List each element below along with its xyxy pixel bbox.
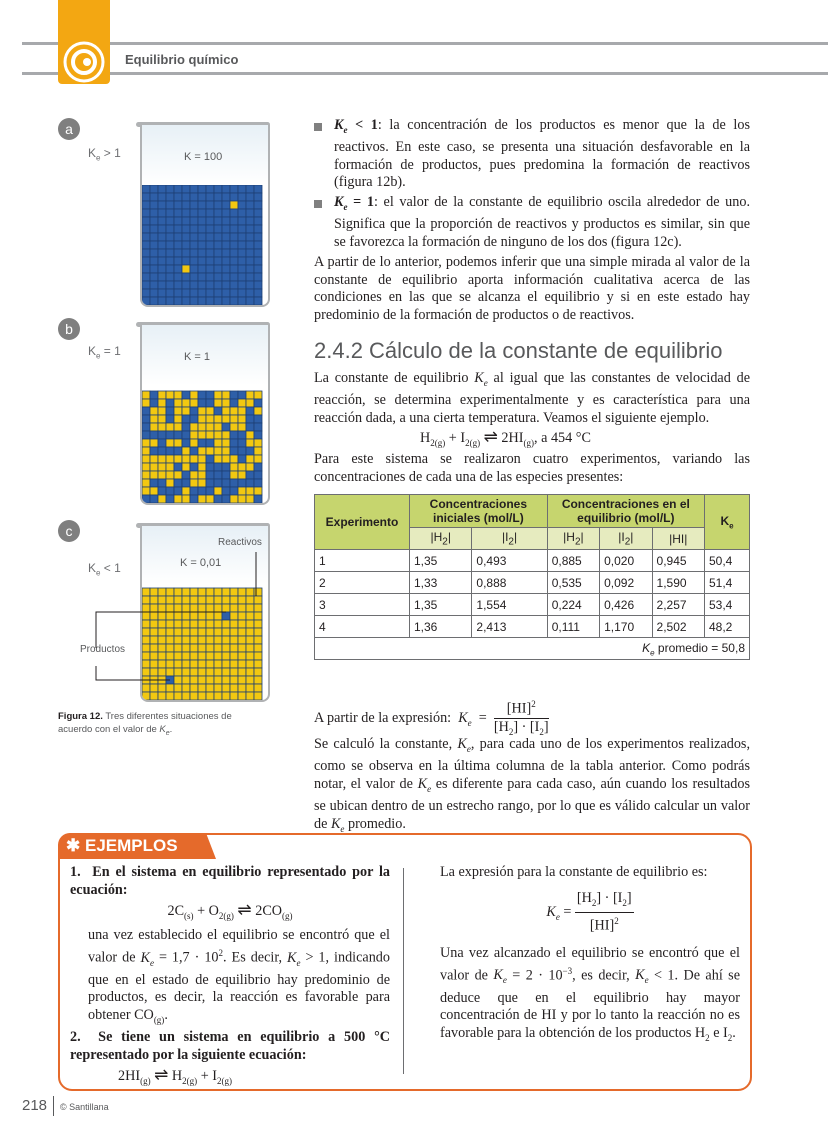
table-cell: 1,170 — [600, 616, 652, 638]
table-row — [315, 594, 750, 616]
examples-title: EJEMPLOS — [84, 836, 178, 855]
bullet-ke-equal-one: $K_e = 1$: el valor de la constante de equilibrio oscila alrededor de uno. Significa que la proporción de reactivos y productos es similar, sin que se favorezca la formación de ninguno de los dos (figura 12c). — [334, 194, 750, 250]
table-cell: 0,426 — [600, 594, 652, 616]
table-cell: 1 — [315, 550, 410, 572]
figure-b-label: b — [58, 318, 80, 340]
table-cell: 48,2 — [705, 616, 750, 638]
reaction-equation: $H_{2(g)} + I_{2(g)}$ ⇌ $2HI_{(g)}$, a 454 °C — [420, 427, 591, 448]
copyright: © Santillana — [60, 1101, 109, 1112]
table-cell: 1,36 — [410, 616, 472, 638]
table-cell: 1,35 — [410, 594, 472, 616]
example-1-equation: $2C_{(s)} + O_{2(g)}$ ⇌ $2CO_{(g)}$ — [167, 900, 293, 921]
table-cell: 0,535 — [547, 572, 599, 594]
paragraph-calculation: Se calculó la constante, $K_e$, para cada uno de los experimentos realizados, como se observa en la última columna de la tabla anterior. Como podrás notar, el valor de $K_e$ es diferente para cada caso, aún cuando los resultados se ubican dentro de un estrecho rango, por lo que es válido calcular un valor de $K_e$ promedio. — [314, 736, 751, 834]
equilibrium-table — [314, 494, 750, 660]
bullet-marker — [314, 200, 322, 208]
examples-header — [58, 833, 206, 859]
beaker-c-k-value: K = 0,01 — [180, 557, 222, 569]
subheader-hi: |HI| — [652, 528, 704, 550]
table-cell: 1,590 — [652, 572, 704, 594]
figure-c-k-label: $K_e < 1$ — [88, 561, 121, 578]
molecule-grid — [142, 185, 268, 305]
col-initial-header: Concentraciones iniciales (mol/L) — [410, 495, 548, 528]
header-rule-top — [22, 42, 828, 45]
table-cell: 0,092 — [600, 572, 652, 594]
bullet-marker — [314, 123, 322, 131]
figure-caption: Figura 12. Tres diferentes situaciones de acuerdo con el valor de $K_e$. — [58, 711, 232, 737]
table-cell: 53,4 — [705, 594, 750, 616]
header-title: Equilibrio químico — [125, 52, 239, 67]
header-rule-bottom — [22, 72, 828, 75]
table-row — [315, 572, 750, 594]
table-cell: 2,502 — [652, 616, 704, 638]
figure-a-k-label: $K_e > 1$ — [88, 146, 121, 163]
subheader-i2: $|I_2|$ — [472, 528, 547, 550]
asterisk-icon: ✱ — [66, 836, 81, 855]
example-right-column: La expresión para la constante de equilibrio es: $K_e$ = $\frac{[H_2] \cdot [I_2]}{[HI]^2}$ Una vez alcanzado el equilibrio se encontró que el valor de $K_e = 2 \cdot 10^{-3}$, es decir, $K_e < 1$. De ahí se deduce que en el equilibrio hay mayor concentración de HI y por lo tanto la reacción no es favorable para la obtención de los productos $H_2$ e $I_2$. — [440, 864, 740, 1043]
table-cell: 2,413 — [472, 616, 547, 638]
footer — [22, 1096, 109, 1116]
table-cell: 0,224 — [547, 594, 599, 616]
table-cell: 4 — [315, 616, 410, 638]
example-2-equation: $2HI_{(g)}$ ⇌ $H_{2(g)} + I_{2(g)}$ — [118, 1065, 232, 1087]
reactivos-label: Reactivos — [218, 537, 262, 548]
expression-line: A partir de la expresión: $K_e$ = $\frac{[HI]^2}{[H_2] \cdot [I_2]}$ — [314, 696, 750, 742]
table-cell: 0,888 — [472, 572, 547, 594]
table-cell: 0,493 — [472, 550, 547, 572]
col-experiment-header: Experimento — [315, 495, 410, 550]
table-row — [315, 550, 750, 572]
table-cell: 0,020 — [600, 550, 652, 572]
table-cell: 1,554 — [472, 594, 547, 616]
molecule-grid — [142, 385, 268, 503]
paragraph-constant: La constante de equilibrio $K_e$ al igual que las constantes de velocidad de reacción, se determina experimentalmente y es característica para una reacción dada, a una cierta temperatura. Veamos el siguiente ejemplo. — [314, 370, 750, 426]
bullet-ke-less-than-one: $K_e < 1$: la concentración de los productos es menor que la de los reactivos. En este caso, se presenta una situación desfavorable en la formación de productos, pues predomina la formación de reactivos (figura 12b). — [334, 117, 750, 191]
table-cell: 0,945 — [652, 550, 704, 572]
table-row — [315, 616, 750, 638]
subheader-h2: $|H_2|$ — [547, 528, 599, 550]
ke-average: $K_e$ promedio = 50,8 — [315, 638, 750, 660]
table-cell: 0,111 — [547, 616, 599, 638]
beaker-a-k-value: K = 100 — [184, 151, 223, 163]
subheader-h2: $|H_2|$ — [410, 528, 472, 550]
paragraph-inference: A partir de lo anterior, podemos inferir que una simple mirada al valor de la constante de equilibrio aporta información cualitativa acerca de las condiciones en las que se alcanza el equilibrio y si en este estado hay predominio de la formación de productos o de reactivos. — [314, 254, 750, 323]
figure-a-label: a — [58, 118, 80, 140]
examples-divider — [403, 868, 404, 1074]
table-cell: 0,885 — [547, 550, 599, 572]
table-cell: 51,4 — [705, 572, 750, 594]
paragraph-experiments: Para este sistema se realizaron cuatro experimentos, variando las concentraciones de cada una de las especies presentes: — [314, 451, 750, 485]
chapter-logo-icon — [62, 40, 106, 84]
beaker-b-k-value: K = 1 — [184, 351, 210, 363]
example-expression: $K_e$ = $\frac{[H_2] \cdot [I_2]}{[HI]^2}$ — [546, 889, 632, 934]
page-number: 218 — [22, 1096, 48, 1114]
table-cell: 50,4 — [705, 550, 750, 572]
table-cell: 3 — [315, 594, 410, 616]
section-title: 2.4.2 Cálculo de la constante de equilibrio — [314, 338, 723, 363]
figure-b-k-label: $K_e = 1$ — [88, 344, 121, 361]
table-cell: 2 — [315, 572, 410, 594]
col-equilibrium-header: Concentraciones en el equilibrio (mol/L) — [547, 495, 704, 528]
figure-c-callout-lines — [60, 548, 280, 688]
example-1: 1. En el sistema en equilibrio representado por la ecuación: $2C_{(s)} + O_{2(g)}$ ⇌ $2CO_{(g)}$ una vez establecido el equilibrio se encontró que el valor de $K_e = 1,7 \cdot 10^2$. Es decir, $K_e > 1$, indicando que en el estado de equilibrio hay predominio de productos, es decir, la reacción es favorable para obtener $CO_{(g)}$. 2. Se tiene un sistema en equilibrio a 500 °C representado por la siguiente ecuación: $2HI_{(g)}$ ⇌ $H_{2(g)} + I_{2(g)}$ — [70, 864, 390, 1091]
productos-label: Productos — [80, 644, 126, 655]
subheader-i2: $|I_2|$ — [600, 528, 652, 550]
figure-c-label: c — [58, 520, 80, 542]
table-cell: 2,257 — [652, 594, 704, 616]
table-cell: 1,35 — [410, 550, 472, 572]
col-ke-header: $K_e$ — [705, 495, 750, 550]
table-cell: 1,33 — [410, 572, 472, 594]
